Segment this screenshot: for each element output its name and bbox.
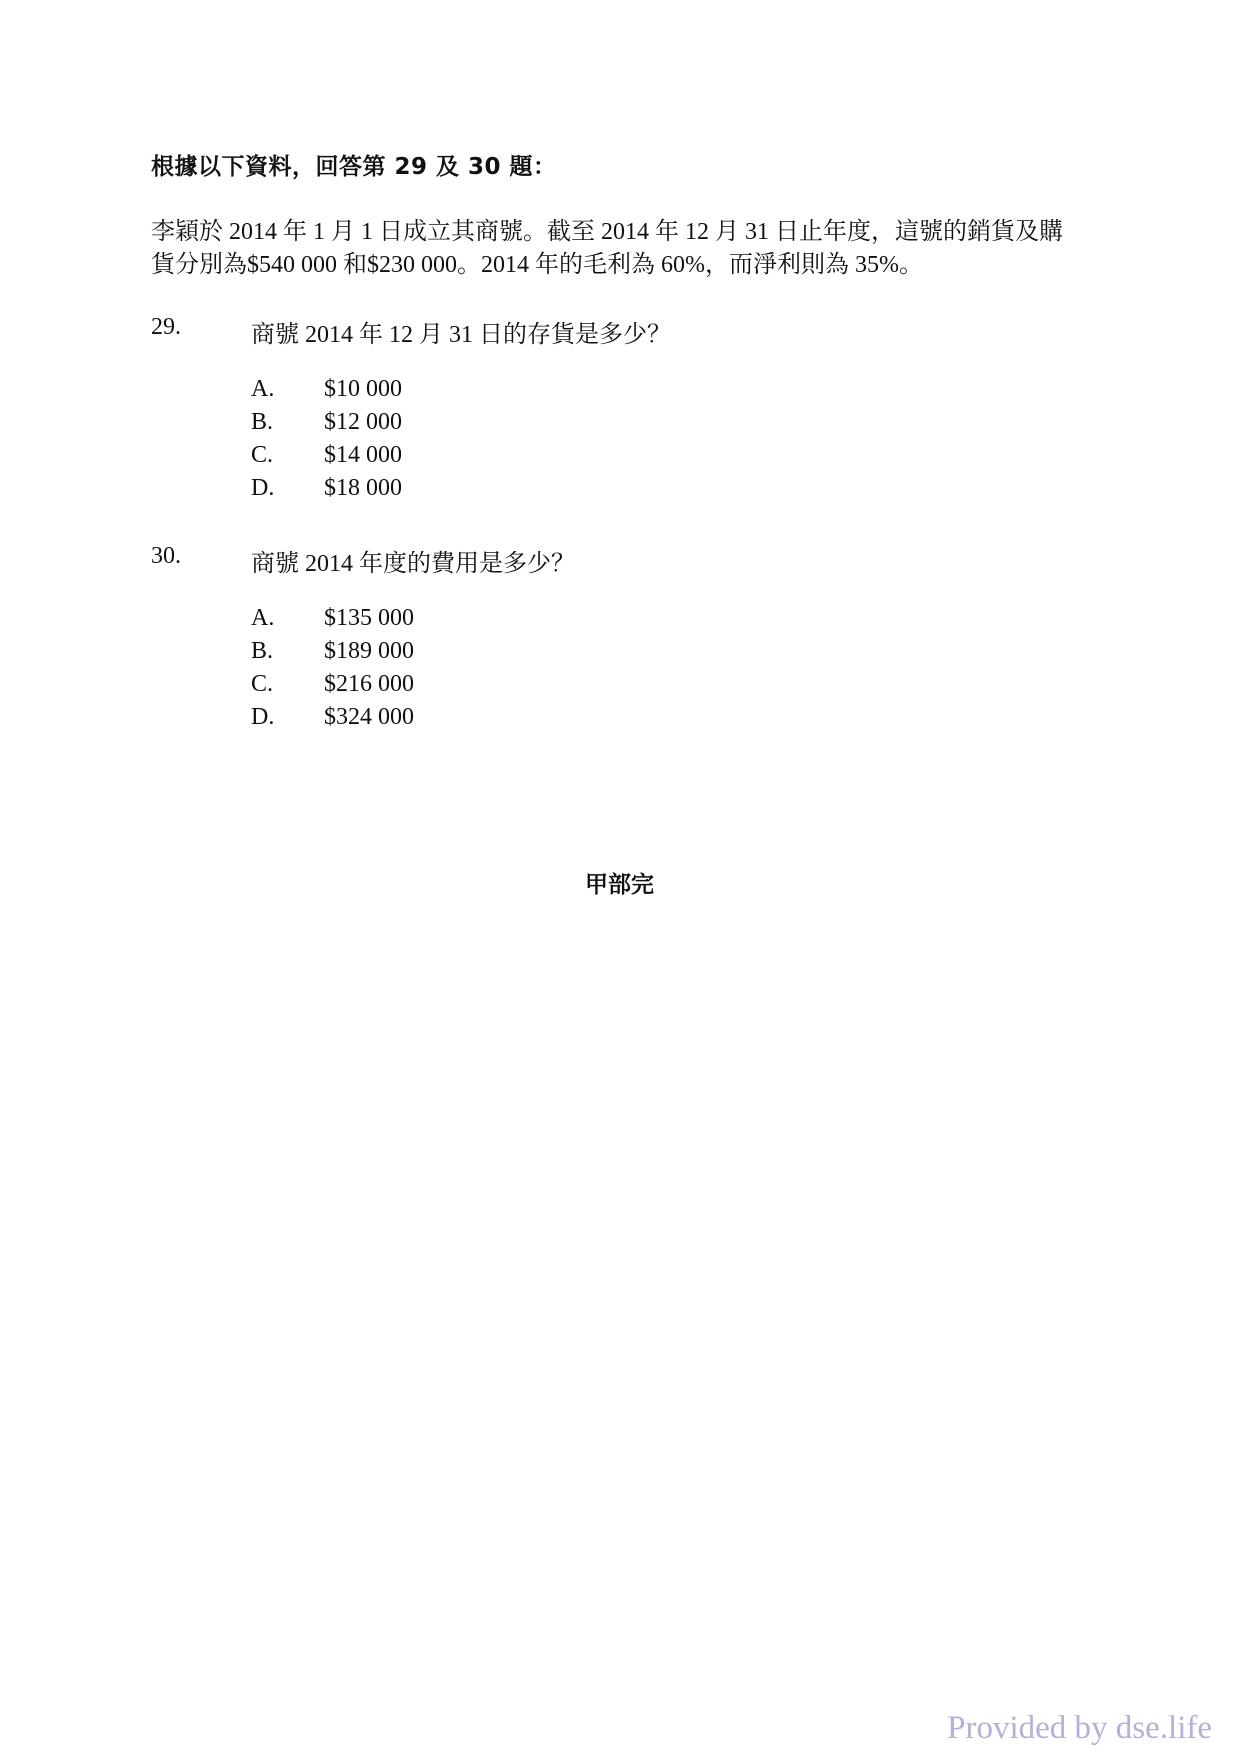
option-value: $216 000 <box>324 671 414 697</box>
option-letter: B. <box>251 409 274 435</box>
info-line: 李穎於 2014 年 1 月 1 日成立其商號。截至 2014 年 12 月 31 日止年度，這號的銷貨及購 <box>151 219 1063 245</box>
option-value: $324 000 <box>324 704 414 730</box>
option-value: $18 000 <box>324 475 402 501</box>
option-d <box>251 475 551 508</box>
option-list <box>251 376 551 508</box>
instruction-heading: 根據以下資料，回答第 29 及 30 題： <box>151 154 557 180</box>
option-b <box>251 409 551 442</box>
option-letter: C. <box>251 671 274 697</box>
option-c <box>251 442 551 475</box>
option-a <box>251 376 551 409</box>
option-letter: C. <box>251 442 274 468</box>
option-letter: A. <box>251 376 275 402</box>
option-letter: A. <box>251 605 275 631</box>
option-value: $10 000 <box>324 376 402 402</box>
info-paragraph <box>151 216 1111 282</box>
info-line: 貨分別為$540 000 和$230 000。2014 年的毛利為 60%，而淨利則為 35%。 <box>151 252 923 278</box>
question-number: 30. <box>151 543 181 569</box>
option-letter: B. <box>251 638 274 664</box>
question-number: 29. <box>151 314 181 340</box>
question-text: 商號 2014 年度的費用是多少？ <box>251 551 575 577</box>
option-a <box>251 605 551 638</box>
option-d <box>251 704 551 737</box>
option-c <box>251 671 551 704</box>
option-letter: D. <box>251 475 275 501</box>
option-value: $189 000 <box>324 638 414 664</box>
option-value: $12 000 <box>324 409 402 435</box>
option-letter: D. <box>251 704 275 730</box>
option-value: $14 000 <box>324 442 402 468</box>
watermark: Provided by dse.life <box>947 1710 1212 1746</box>
section-end-label: 甲部完 <box>585 872 654 898</box>
option-list <box>251 605 551 737</box>
question-text: 商號 2014 年 12 月 31 日的存貨是多少？ <box>251 322 671 348</box>
option-value: $135 000 <box>324 605 414 631</box>
option-b <box>251 638 551 671</box>
